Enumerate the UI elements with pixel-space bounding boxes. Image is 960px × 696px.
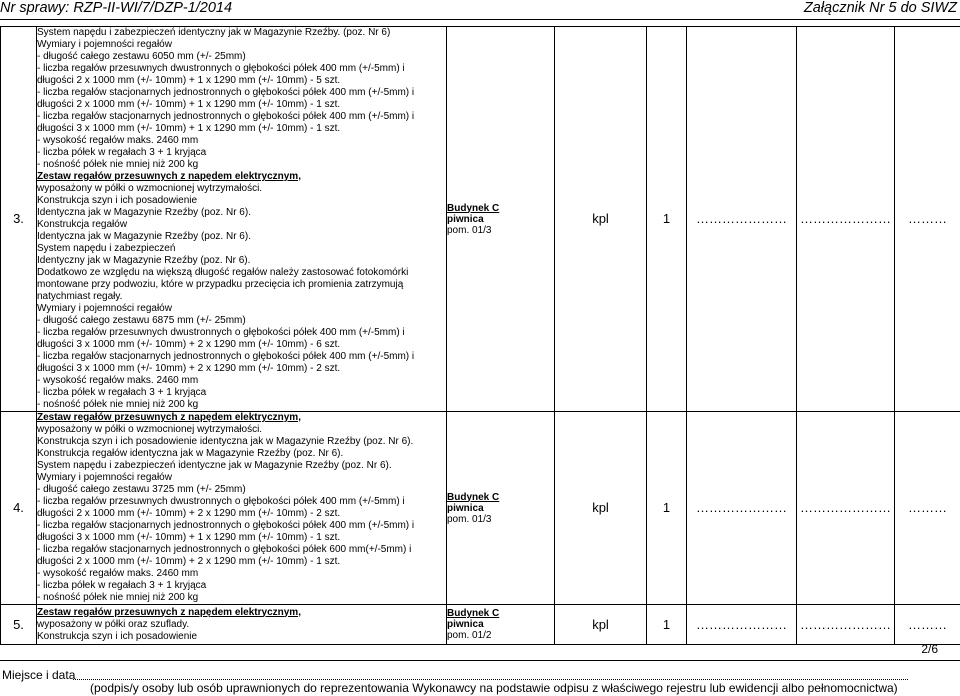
table-row	[1, 412, 960, 605]
description-line: Wymiary i pojemności regałów	[37, 303, 172, 314]
page-number: 2/6	[921, 642, 938, 656]
description-line: - liczba regałów przesuwnych dwustronnych o głębokości półek 400 mm (+/-5mm) i	[37, 496, 405, 507]
description-line: - nośność półek nie mniej niż 200 kg	[37, 399, 199, 410]
quantity-cell: 1	[647, 605, 687, 645]
header-divider	[0, 19, 960, 20]
footer-divider	[0, 660, 960, 661]
case-number: Nr sprawy: RZP-II-WI/7/DZP-1/2014	[0, 0, 233, 16]
description-line: Identyczna jak w Magazynie Rzeźby (poz. Nr 6).	[37, 231, 251, 242]
room-type: piwnica	[447, 619, 484, 630]
building: Budynek C	[447, 491, 500, 503]
description-line: Konstrukcja szyn i ich posadowienie	[37, 195, 198, 206]
description-line: Konstrukcja regałów	[37, 219, 128, 230]
net-value-cell: …………………	[797, 27, 895, 412]
unit-cell: kpl	[555, 605, 647, 645]
unit-price-cell: …………………	[687, 412, 797, 605]
description-line: długości 3 x 1000 mm (+/- 10mm) + 2 x 1290 mm (+/- 10mm) - 6 szt.	[37, 339, 341, 350]
row-number: 4.	[1, 412, 37, 605]
description-line: natychmiast regały.	[37, 291, 123, 302]
description-line: Zestaw regałów przesuwnych z napędem elektrycznym,	[37, 412, 301, 423]
room-number: pom. 01/3	[447, 224, 492, 236]
description-line: Zestaw regałów przesuwnych z napędem elektrycznym,	[37, 606, 301, 618]
description-line: - długość całego zestawu 6875 mm (+/- 25mm)	[37, 315, 246, 326]
description-line: System napędu i zabezpieczeń identyczny jak w Magazynie Rzeźby. (poz. Nr 6)	[37, 27, 391, 38]
room-type: piwnica	[447, 213, 484, 225]
attachment-label: Załącznik Nr 5 do SIWZ	[803, 0, 957, 16]
unit-cell: kpl	[555, 27, 647, 412]
description-line: Konstrukcja regałów identyczna jak w Magazynie Rzeźby (poz. Nr 6).	[37, 448, 344, 459]
quantity-cell: 1	[647, 27, 687, 412]
location-cell	[447, 605, 555, 645]
location-cell	[447, 412, 555, 605]
description-line: Identyczna jak w Magazynie Rzeźby (poz. Nr 6).	[37, 207, 251, 218]
location-cell	[447, 27, 555, 412]
description-line: długości 2 x 1000 mm (+/- 10mm) + 2 x 1290 mm (+/- 10mm) - 2 szt.	[37, 508, 341, 519]
specification-table	[0, 26, 960, 645]
description-line: - długość całego zestawu 6050 mm (+/- 25mm)	[37, 51, 246, 62]
description-line: - liczba regałów stacjonarnych jednostronnych o głębokości półek 600 mm(+/-5mm) i	[37, 544, 412, 555]
item-description	[37, 605, 447, 645]
net-value-cell: …………………	[797, 605, 895, 645]
room-number: pom. 01/3	[447, 513, 492, 525]
unit-cell: kpl	[555, 412, 647, 605]
vat-cell: ………	[895, 605, 960, 645]
room-type: piwnica	[447, 502, 484, 514]
signature-caption: (podpis/y osoby lub osób uprawnionych do reprezentowania Wykonawcy na podstawie odpisu z właściwego rejestru lub ewidencji albo pełnomocnictwa)	[90, 681, 898, 695]
row-number: 3.	[1, 27, 37, 412]
unit-price-cell: …………………	[687, 605, 797, 645]
description-line: Zestaw regałów przesuwnych z napędem elektrycznym,	[37, 171, 301, 182]
item-description	[37, 27, 447, 412]
quantity-cell: 1	[647, 412, 687, 605]
page-header	[0, 0, 960, 20]
building: Budynek C	[447, 608, 500, 619]
item-description	[37, 412, 447, 605]
description-line: Wymiary i pojemności regałów	[37, 472, 172, 483]
description-line: - liczba regałów stacjonarnych jednostronnych o głębokości półek 400 mm (+/-5mm) i	[37, 351, 415, 362]
row-number: 5.	[1, 605, 37, 645]
unit-price-cell: …………………	[687, 27, 797, 412]
room-number: pom. 01/2	[447, 630, 492, 641]
description-line: - liczba półek w regałach 3 + 1 kryjąca	[37, 387, 207, 398]
description-line: - liczba regałów stacjonarnych jednostronnych o głębokości półek 400 mm (+/-5mm) i	[37, 87, 415, 98]
description-line: wyposażony w półki o wzmocnionej wytrzymałości.	[37, 183, 263, 194]
description-line: długości 3 x 1000 mm (+/- 10mm) + 1 x 1290 mm (+/- 10mm) - 1 szt.	[37, 532, 341, 543]
description-line: długości 3 x 1000 mm (+/- 10mm) + 1 x 1290 mm (+/- 10mm) - 1 szt.	[37, 123, 341, 134]
description-line: - wysokość regałów maks. 2460 mm	[37, 375, 199, 386]
description-line: - liczba regałów przesuwnych dwustronnych o głębokości półek 400 mm (+/-5mm) i	[37, 327, 405, 338]
description-line: - liczba regałów przesuwnych dwustronnych o głębokości półek 400 mm (+/-5mm) i	[37, 63, 405, 74]
description-line: - długość całego zestawu 3725 mm (+/- 25mm)	[37, 484, 246, 495]
description-line: Dodatkowo ze względu na większą długość regałów należy zastosować fotokomórki	[37, 267, 409, 278]
description-line: wyposażony w półki o wzmocnionej wytrzymałości.	[37, 424, 263, 435]
description-line: Konstrukcja szyn i ich posadowienie	[37, 630, 198, 642]
description-line: - liczba półek w regałach 3 + 1 kryjąca	[37, 580, 207, 591]
description-line: - liczba regałów stacjonarnych jednostronnych o głębokości półek 400 mm (+/-5mm) i	[37, 520, 415, 531]
description-line: długości 2 x 1000 mm (+/- 10mm) + 1 x 1290 mm (+/- 10mm) - 5 szt.	[37, 75, 341, 86]
description-line: montowane przy podwoziu, które w przypadku przecięcia ich promienia zatrzymują	[37, 279, 404, 290]
description-line: - nośność półek nie mniej niż 200 kg	[37, 159, 199, 170]
description-line: długości 2 x 1000 mm (+/- 10mm) + 2 x 1290 mm (+/- 10mm) - 1 szt.	[37, 556, 341, 567]
vat-cell: ………	[895, 412, 960, 605]
description-line: - liczba półek w regałach 3 + 1 kryjąca	[37, 147, 207, 158]
description-line: Wymiary i pojemności regałów	[37, 39, 172, 50]
description-line: - liczba regałów stacjonarnych jednostronnych o głębokości półek 400 mm (+/-5mm) i	[37, 111, 415, 122]
table-row	[1, 605, 960, 645]
description-line: - nośność półek nie mniej niż 200 kg	[37, 592, 199, 603]
place-date-label: Miejsce i data	[2, 668, 76, 682]
description-line: - wysokość regałów maks. 2460 mm	[37, 135, 199, 146]
description-line: długości 2 x 1000 mm (+/- 10mm) + 1 x 1290 mm (+/- 10mm) - 1 szt.	[37, 99, 341, 110]
description-line: - wysokość regałów maks. 2460 mm	[37, 568, 199, 579]
building: Budynek C	[447, 202, 500, 214]
signature-line	[73, 679, 908, 680]
description-line: System napędu i zabezpieczeń identyczne jak w Magazynie Rzeźby (poz. Nr 6).	[37, 460, 392, 471]
description-line: Identyczny jak w Magazynie Rzeźby (poz. Nr 6).	[37, 255, 251, 266]
description-line: wyposażony w półki oraz szuflady.	[37, 618, 190, 630]
table-row	[1, 27, 960, 412]
description-line: System napędu i zabezpieczeń	[37, 243, 176, 254]
net-value-cell: …………………	[797, 412, 895, 605]
description-line: Konstrukcja szyn i ich posadowienie identyczna jak w Magazynie Rzeźby (poz. Nr 6).	[37, 436, 414, 447]
vat-cell: ………	[895, 27, 960, 412]
description-line: długości 3 x 1000 mm (+/- 10mm) + 2 x 1290 mm (+/- 10mm) - 2 szt.	[37, 363, 341, 374]
